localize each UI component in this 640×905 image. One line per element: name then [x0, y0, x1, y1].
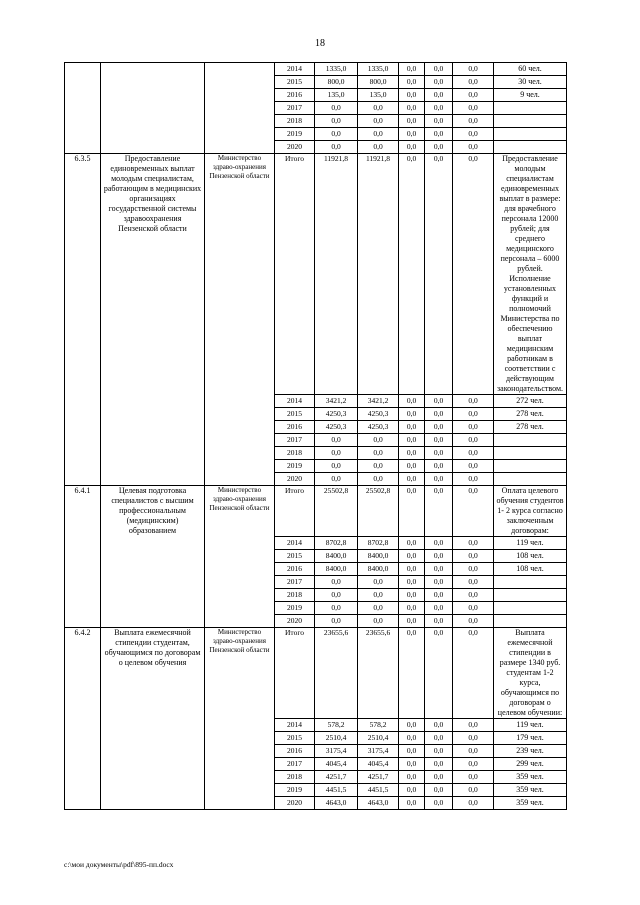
value-cell: 0,0 — [399, 628, 425, 719]
value-cell: 0,0 — [425, 563, 453, 576]
value-cell: 0,0 — [453, 758, 494, 771]
value-cell: 4250,3 — [315, 408, 358, 421]
value-cell: 0,0 — [399, 115, 425, 128]
note-cell: 239 чел. — [494, 745, 567, 758]
empty-exec-cell — [205, 63, 275, 154]
section-name: Целевая подготовка специалистов с высшим профессиональным (медицинским) образованием — [101, 486, 205, 628]
value-cell: 0,0 — [453, 745, 494, 758]
section-name: Предоставление единовременных выплат молодым специалистам, работающим в медицинских организациях государственной системы здравоохранения Пензенской области — [101, 154, 205, 486]
value-cell: 0,0 — [399, 408, 425, 421]
value-cell: 4045,4 — [315, 758, 358, 771]
value-cell: 0,0 — [399, 550, 425, 563]
value-cell: 0,0 — [453, 615, 494, 628]
value-cell: 0,0 — [425, 602, 453, 615]
value-cell: 4643,0 — [358, 797, 399, 810]
table-row — [65, 486, 567, 537]
year-cell: 2015 — [275, 408, 315, 421]
value-cell: 0,0 — [453, 771, 494, 784]
value-cell: 4250,3 — [358, 421, 399, 434]
value-cell: 0,0 — [453, 784, 494, 797]
value-cell: 4250,3 — [358, 408, 399, 421]
year-cell: 2018 — [275, 771, 315, 784]
value-cell: 0,0 — [453, 115, 494, 128]
value-cell: 8702,8 — [358, 537, 399, 550]
value-cell: 0,0 — [453, 628, 494, 719]
value-cell: 578,2 — [315, 719, 358, 732]
value-cell: 0,0 — [425, 550, 453, 563]
value-cell: 0,0 — [453, 537, 494, 550]
value-cell: 0,0 — [453, 89, 494, 102]
value-cell: 0,0 — [315, 141, 358, 154]
value-cell: 0,0 — [453, 63, 494, 76]
note-cell: 359 чел. — [494, 797, 567, 810]
value-cell: 0,0 — [399, 473, 425, 486]
note-cell — [494, 602, 567, 615]
value-cell: 0,0 — [453, 128, 494, 141]
empty-num-cell — [65, 63, 101, 154]
value-cell: 0,0 — [399, 89, 425, 102]
year-cell: 2019 — [275, 460, 315, 473]
value-cell: 0,0 — [399, 563, 425, 576]
value-cell: 0,0 — [425, 628, 453, 719]
year-cell: 2020 — [275, 473, 315, 486]
value-cell: 0,0 — [399, 615, 425, 628]
value-cell: 0,0 — [453, 550, 494, 563]
value-cell: 0,0 — [453, 447, 494, 460]
value-cell: 800,0 — [315, 76, 358, 89]
value-cell: 1335,0 — [358, 63, 399, 76]
value-cell: 0,0 — [425, 537, 453, 550]
value-cell: 578,2 — [358, 719, 399, 732]
value-cell: 0,0 — [358, 447, 399, 460]
value-cell: 0,0 — [425, 771, 453, 784]
section-executor: Министерство здраво-охранения Пензенской области — [205, 486, 275, 628]
year-cell: 2018 — [275, 447, 315, 460]
year-cell: 2016 — [275, 745, 315, 758]
year-cell: 2017 — [275, 434, 315, 447]
value-cell: 0,0 — [399, 719, 425, 732]
value-cell: 0,0 — [425, 115, 453, 128]
value-cell: 0,0 — [399, 758, 425, 771]
year-cell: 2014 — [275, 395, 315, 408]
value-cell: 0,0 — [425, 719, 453, 732]
value-cell: 8400,0 — [358, 550, 399, 563]
note-cell: 272 чел. — [494, 395, 567, 408]
note-cell: 278 чел. — [494, 408, 567, 421]
value-cell: 4250,3 — [315, 421, 358, 434]
year-cell: 2020 — [275, 797, 315, 810]
value-cell: 23655,6 — [315, 628, 358, 719]
value-cell: 11921,8 — [315, 154, 358, 395]
year-cell: 2018 — [275, 115, 315, 128]
value-cell: 4251,7 — [315, 771, 358, 784]
value-cell: 0,0 — [358, 102, 399, 115]
value-cell: 0,0 — [399, 537, 425, 550]
section-executor: Министерство здраво-охранения Пензенской области — [205, 628, 275, 810]
year-cell: 2020 — [275, 141, 315, 154]
value-cell: 0,0 — [453, 719, 494, 732]
value-cell: 0,0 — [399, 589, 425, 602]
value-cell: 0,0 — [453, 460, 494, 473]
note-cell: 278 чел. — [494, 421, 567, 434]
note-cell: Оплата целевого обучения студентов 1- 2 курса согласно заключенным договорам: — [494, 486, 567, 537]
note-cell: 119 чел. — [494, 719, 567, 732]
note-cell: Предоставление молодым специалистам единовременных выплат в размере: для врачебного персонала 12000 рублей; для среднего медицинского персонала – 6000 рублей. Исполнение установленных функций и полномочий Министерства по обеспечению выплат медицинским работникам в соответствии с действующим законодательством. — [494, 154, 567, 395]
value-cell: 0,0 — [425, 395, 453, 408]
value-cell: 0,0 — [399, 102, 425, 115]
value-cell: 0,0 — [399, 76, 425, 89]
value-cell: 0,0 — [358, 473, 399, 486]
year-cell: 2019 — [275, 784, 315, 797]
page-number: 18 — [315, 38, 325, 49]
value-cell: 8400,0 — [315, 563, 358, 576]
value-cell: 8702,8 — [315, 537, 358, 550]
note-cell — [494, 473, 567, 486]
value-cell: 0,0 — [358, 589, 399, 602]
value-cell: 3421,2 — [358, 395, 399, 408]
note-cell — [494, 615, 567, 628]
value-cell: 0,0 — [425, 447, 453, 460]
value-cell: 0,0 — [358, 115, 399, 128]
year-cell: 2016 — [275, 421, 315, 434]
table-row — [65, 63, 567, 76]
year-cell: 2016 — [275, 563, 315, 576]
note-cell: 9 чел. — [494, 89, 567, 102]
value-cell: 0,0 — [315, 128, 358, 141]
year-cell: 2014 — [275, 63, 315, 76]
section-number: 6.3.5 — [65, 154, 101, 486]
value-cell: 0,0 — [425, 784, 453, 797]
year-cell: 2019 — [275, 128, 315, 141]
value-cell: 0,0 — [358, 128, 399, 141]
value-cell: 0,0 — [315, 602, 358, 615]
year-cell: 2018 — [275, 589, 315, 602]
note-cell — [494, 128, 567, 141]
value-cell: 0,0 — [425, 732, 453, 745]
value-cell: 0,0 — [399, 434, 425, 447]
value-cell: 0,0 — [399, 154, 425, 395]
year-cell: 2017 — [275, 102, 315, 115]
section-name: Выплата ежемесячной стипендии студентам, обучающимся по договорам о целевом обучения — [101, 628, 205, 810]
year-cell: 2016 — [275, 89, 315, 102]
section-number: 6.4.2 — [65, 628, 101, 810]
value-cell: 0,0 — [425, 576, 453, 589]
value-cell: 0,0 — [399, 460, 425, 473]
value-cell: 0,0 — [425, 102, 453, 115]
value-cell: 0,0 — [425, 589, 453, 602]
value-cell: 0,0 — [453, 563, 494, 576]
note-cell — [494, 460, 567, 473]
value-cell: 0,0 — [315, 589, 358, 602]
value-cell: 0,0 — [425, 797, 453, 810]
value-cell: 4643,0 — [315, 797, 358, 810]
value-cell: 0,0 — [315, 102, 358, 115]
value-cell: 25502,8 — [315, 486, 358, 537]
year-cell: 2014 — [275, 537, 315, 550]
value-cell: 0,0 — [399, 421, 425, 434]
section-number: 6.4.1 — [65, 486, 101, 628]
value-cell: 0,0 — [425, 473, 453, 486]
year-cell: Итого — [275, 154, 315, 395]
value-cell: 0,0 — [315, 460, 358, 473]
value-cell: 0,0 — [399, 576, 425, 589]
section-executor: Министерство здраво-охранения Пензенской области — [205, 154, 275, 486]
value-cell: 0,0 — [453, 76, 494, 89]
value-cell: 0,0 — [425, 128, 453, 141]
value-cell: 0,0 — [399, 486, 425, 537]
value-cell: 0,0 — [399, 745, 425, 758]
value-cell: 4451,5 — [358, 784, 399, 797]
value-cell: 25502,8 — [358, 486, 399, 537]
value-cell: 135,0 — [315, 89, 358, 102]
year-cell: 2015 — [275, 550, 315, 563]
year-cell: 2020 — [275, 615, 315, 628]
value-cell: 0,0 — [425, 421, 453, 434]
value-cell: 0,0 — [358, 576, 399, 589]
value-cell: 0,0 — [425, 758, 453, 771]
value-cell: 0,0 — [358, 615, 399, 628]
value-cell: 0,0 — [358, 141, 399, 154]
value-cell: 0,0 — [425, 615, 453, 628]
note-cell: 60 чел. — [494, 63, 567, 76]
value-cell: 0,0 — [399, 395, 425, 408]
value-cell: 0,0 — [425, 141, 453, 154]
note-cell: 108 чел. — [494, 550, 567, 563]
value-cell: 4451,5 — [315, 784, 358, 797]
value-cell: 23655,6 — [358, 628, 399, 719]
value-cell: 135,0 — [358, 89, 399, 102]
value-cell: 0,0 — [399, 797, 425, 810]
value-cell: 0,0 — [399, 447, 425, 460]
value-cell: 0,0 — [425, 154, 453, 395]
value-cell: 0,0 — [425, 745, 453, 758]
value-cell: 0,0 — [453, 141, 494, 154]
value-cell: 0,0 — [453, 732, 494, 745]
value-cell: 4251,7 — [358, 771, 399, 784]
note-cell: 179 чел. — [494, 732, 567, 745]
value-cell: 0,0 — [358, 434, 399, 447]
note-cell — [494, 434, 567, 447]
note-cell: 359 чел. — [494, 784, 567, 797]
value-cell: 0,0 — [425, 76, 453, 89]
value-cell: 1335,0 — [315, 63, 358, 76]
note-cell — [494, 115, 567, 128]
value-cell: 0,0 — [453, 154, 494, 395]
value-cell: 0,0 — [453, 589, 494, 602]
value-cell: 0,0 — [425, 486, 453, 537]
value-cell: 0,0 — [453, 473, 494, 486]
note-cell — [494, 447, 567, 460]
year-cell: 2019 — [275, 602, 315, 615]
value-cell: 0,0 — [453, 602, 494, 615]
value-cell: 8400,0 — [358, 563, 399, 576]
value-cell: 2510,4 — [315, 732, 358, 745]
value-cell: 0,0 — [453, 408, 494, 421]
note-cell: Выплата ежемесячной стипендии в размере 1340 руб. студентам 1-2 курса, обучающимся по договорам о целевом обучении: — [494, 628, 567, 719]
program-table — [64, 62, 567, 810]
note-cell: 119 чел. — [494, 537, 567, 550]
year-cell: 2017 — [275, 758, 315, 771]
value-cell: 0,0 — [315, 576, 358, 589]
year-cell: Итого — [275, 628, 315, 719]
table-row — [65, 154, 567, 395]
year-cell: 2017 — [275, 576, 315, 589]
value-cell: 0,0 — [399, 771, 425, 784]
value-cell: 0,0 — [453, 102, 494, 115]
value-cell: 2510,4 — [358, 732, 399, 745]
value-cell: 0,0 — [315, 447, 358, 460]
value-cell: 3175,4 — [315, 745, 358, 758]
value-cell: 0,0 — [315, 615, 358, 628]
empty-name-cell — [101, 63, 205, 154]
note-cell: 30 чел. — [494, 76, 567, 89]
note-cell: 299 чел. — [494, 758, 567, 771]
value-cell: 0,0 — [315, 115, 358, 128]
value-cell: 0,0 — [315, 434, 358, 447]
value-cell: 0,0 — [453, 576, 494, 589]
footer-file-path: c:\мои документы\pdf\895-пп.docx — [64, 860, 174, 869]
value-cell: 0,0 — [453, 421, 494, 434]
year-cell: 2015 — [275, 732, 315, 745]
note-cell — [494, 102, 567, 115]
value-cell: 0,0 — [399, 602, 425, 615]
value-cell: 3421,2 — [315, 395, 358, 408]
note-cell: 359 чел. — [494, 771, 567, 784]
value-cell: 4045,4 — [358, 758, 399, 771]
note-cell — [494, 576, 567, 589]
note-cell — [494, 589, 567, 602]
value-cell: 0,0 — [453, 797, 494, 810]
value-cell: 0,0 — [425, 89, 453, 102]
value-cell: 0,0 — [358, 460, 399, 473]
value-cell: 0,0 — [399, 128, 425, 141]
value-cell: 0,0 — [425, 63, 453, 76]
value-cell: 0,0 — [399, 63, 425, 76]
year-cell: Итого — [275, 486, 315, 537]
value-cell: 0,0 — [425, 434, 453, 447]
value-cell: 0,0 — [453, 395, 494, 408]
value-cell: 3175,4 — [358, 745, 399, 758]
value-cell: 0,0 — [315, 473, 358, 486]
table-row — [65, 628, 567, 719]
value-cell: 0,0 — [425, 408, 453, 421]
value-cell: 11921,8 — [358, 154, 399, 395]
note-cell: 108 чел. — [494, 563, 567, 576]
value-cell: 0,0 — [358, 602, 399, 615]
value-cell: 8400,0 — [315, 550, 358, 563]
value-cell: 0,0 — [399, 141, 425, 154]
year-cell: 2015 — [275, 76, 315, 89]
value-cell: 0,0 — [425, 460, 453, 473]
value-cell: 800,0 — [358, 76, 399, 89]
note-cell — [494, 141, 567, 154]
value-cell: 0,0 — [453, 434, 494, 447]
value-cell: 0,0 — [399, 784, 425, 797]
year-cell: 2014 — [275, 719, 315, 732]
value-cell: 0,0 — [453, 486, 494, 537]
value-cell: 0,0 — [399, 732, 425, 745]
